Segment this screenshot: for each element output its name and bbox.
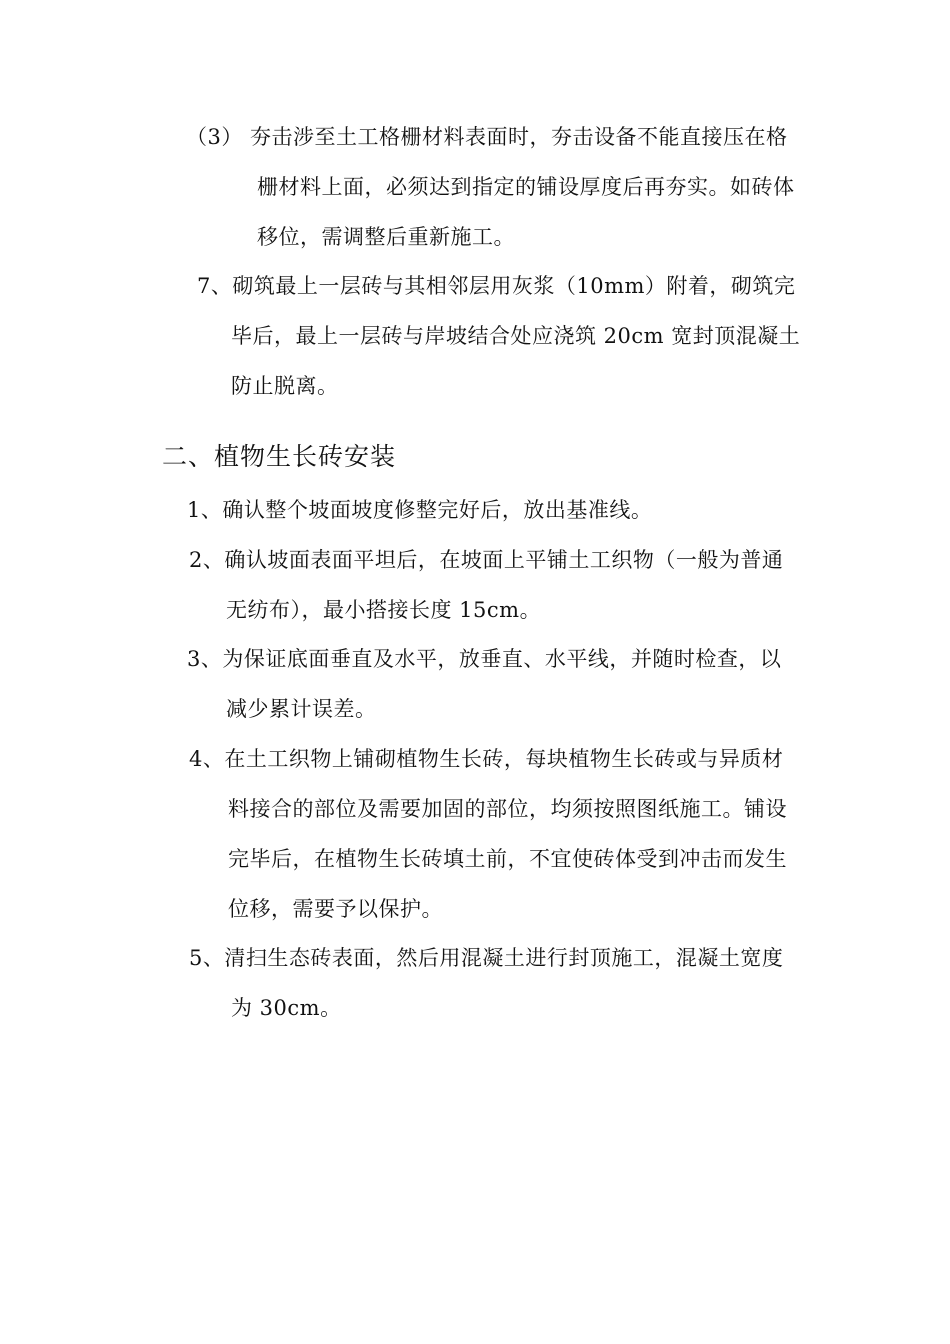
- item-7-line-3: 防止脱离。: [231, 374, 339, 398]
- item-7-line-1: 7、砌筑最上一层砖与其相邻层用灰浆（10mm）附着，砌筑完: [197, 274, 796, 298]
- item-3-line-2: 栅材料上面，必须达到指定的铺设厚度后再夯实。如砖体: [257, 175, 795, 199]
- section-heading: 二、植物生长砖安装: [162, 442, 397, 471]
- step-4-line-2: 料接合的部位及需要加固的部位，均须按照图纸施工。铺设: [228, 797, 787, 821]
- item-3-line-3: 移位，需调整后重新施工。: [257, 225, 515, 249]
- step-3-line-1: 3、为保证底面垂直及水平，放垂直、水平线，并随时检查，以: [187, 647, 782, 671]
- step-1-line-1: 1、确认整个坡面坡度修整完好后，放出基准线。: [187, 498, 653, 522]
- step-3-line-2: 减少累计误差。: [226, 697, 377, 721]
- step-2-line-1: 2、确认坡面表面平坦后，在坡面上平铺土工织物（一般为普通: [189, 548, 784, 572]
- item-7-line-2: 毕后，最上一层砖与岸坡结合处应浇筑 20cm 宽封顶混凝土: [231, 324, 801, 348]
- step-5-line-1: 5、清扫生态砖表面，然后用混凝土进行封顶施工，混凝土宽度: [189, 946, 784, 970]
- item-3-line-1: （3） 夯击涉至土工格栅材料表面时，夯击设备不能直接压在格: [186, 125, 788, 149]
- step-4-line-3: 完毕后，在植物生长砖填土前，不宜使砖体受到冲击而发生: [228, 847, 787, 871]
- step-2-line-2: 无纺布），最小搭接长度 15cm。: [226, 598, 542, 622]
- step-4-line-4: 位移，需要予以保护。: [228, 897, 443, 921]
- step-4-line-1: 4、在土工织物上铺砌植物生长砖，每块植物生长砖或与异质材: [189, 747, 784, 771]
- step-5-line-2: 为 30cm。: [231, 996, 342, 1020]
